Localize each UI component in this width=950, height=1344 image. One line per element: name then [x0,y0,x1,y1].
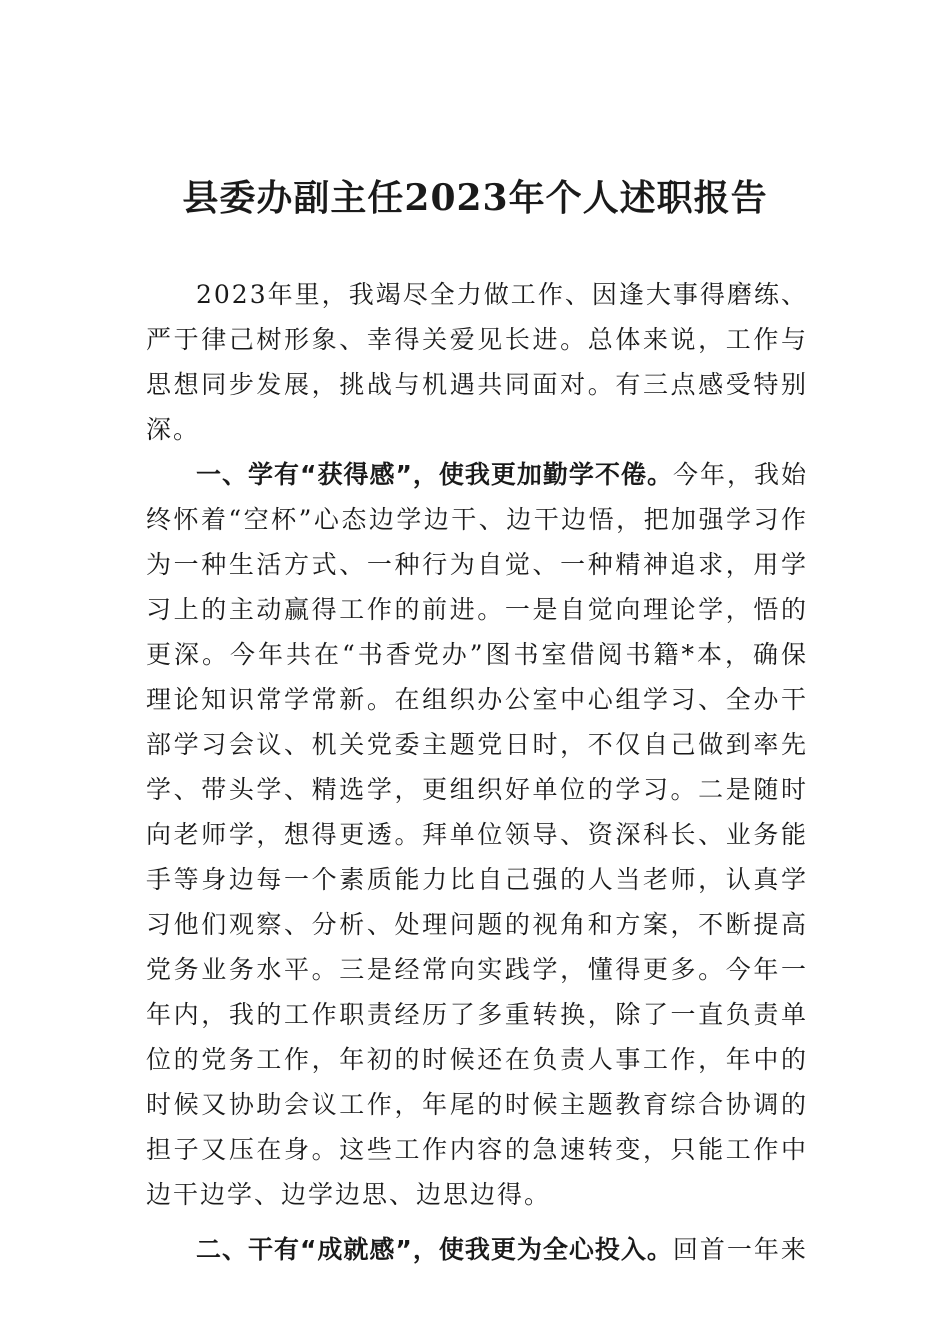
section-one-paragraph [146,452,808,1217]
section-one-text: 今年，我始终怀着“空杯”心态边学边干、边干边悟，把加强学习作为一种生活方式、一种行为自觉、一种精神追求，用学习上的主动赢得工作的前进。一是自觉向理论学，悟的更深。今年共在“书香党办”图书室借阅书籍*本，确保理论知识常学常新。在组织办公室中心组学习、全办干部学习会议、机关党委主题党日时，不仅自己做到率先学、带头学、精选学，更组织好单位的学习。二是随时向老师学，想得更透。拜单位领导、资深科长、业务能手等身边每一个素质能力比自己强的人当老师，认真学习他们观察、分析、处理问题的视角和方案，不断提高党务业务水平。三是经常向实践学，懂得更多。今年一年内，我的工作职责经历了多重转换，除了一直负责单位的党务工作，年初的时候还在负责人事工作，年中的时候又协助会议工作，年尾的时候主题教育综合协调的担子又压在身。这些工作内容的急速转变，只能工作中边干边学、边学边思、边思边得。 [146,460,808,1209]
section-two-text: 回首一年来 [672,1235,808,1264]
section-two-heading: 二、干有“成就感”，使我更为全心投入。 [196,1235,673,1264]
intro-paragraph [146,272,808,452]
document-body [146,272,808,1272]
section-two-paragraph [146,1227,808,1272]
section-one-heading: 一、学有“获得感”，使我更加勤学不倦。 [196,460,673,489]
intro-paragraph-text: 2023年里，我竭尽全力做工作、因逢大事得磨练、严于律己树形象、幸得关爱见长进。总体来说，工作与思想同步发展，挑战与机遇共同面对。有三点感受特别深。 [146,280,808,444]
document-title: 县委办副主任2023年个人述职报告 [182,177,768,219]
